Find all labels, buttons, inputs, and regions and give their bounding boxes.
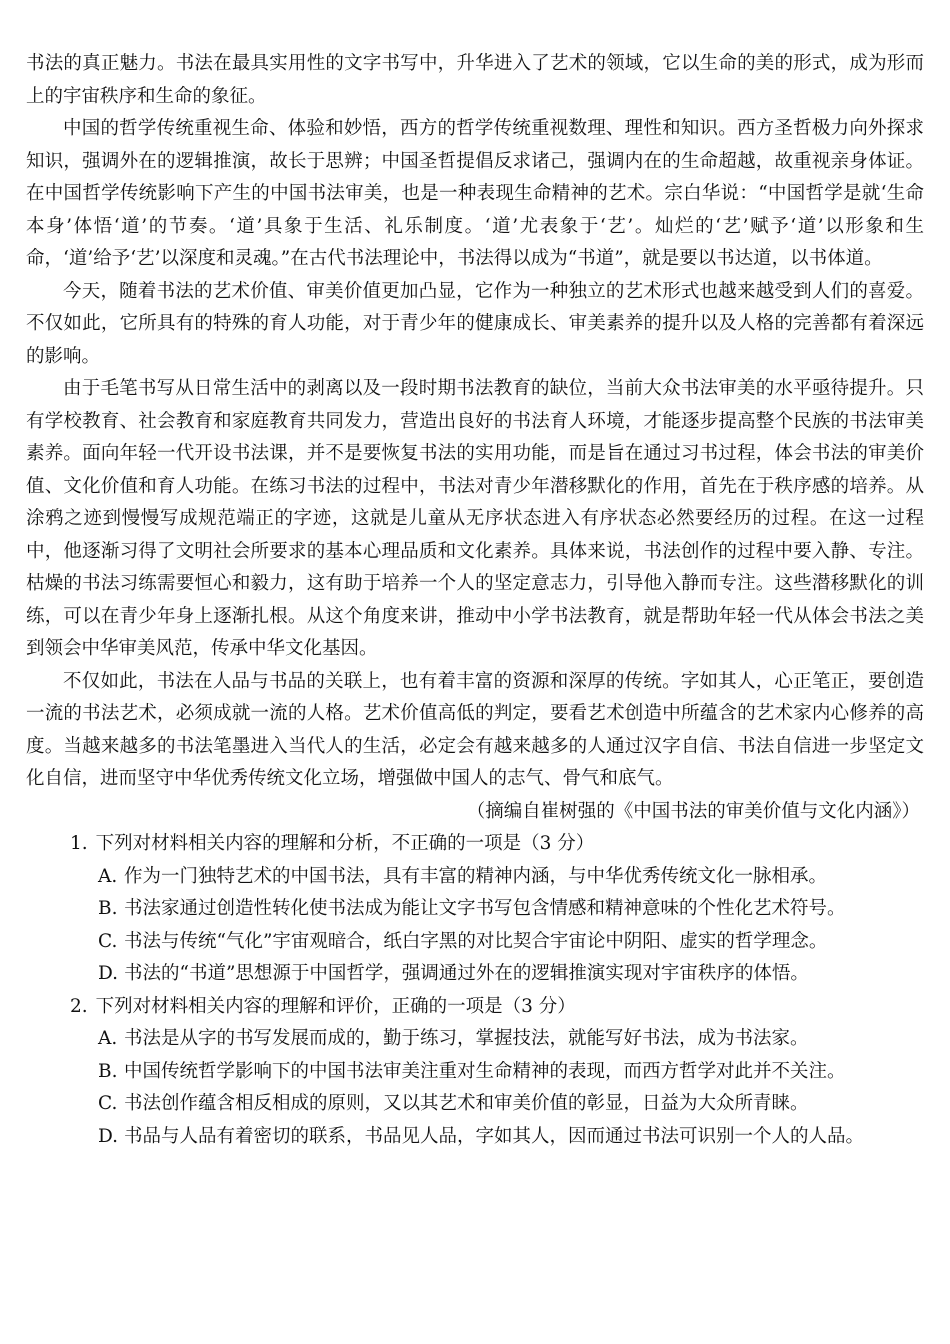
passage-paragraph-3: 今天，随着书法的艺术价值、审美价值更加凸显，它作为一种独立的艺术形式也越来越受到人们的喜爱。不仅如此，它所具有的特殊的育人功能，对于青少年的健康成长、审美素养的提升以及人格的完善都有着深远的影响。 [26,280,924,367]
question-stem [26,991,924,1024]
option-text: 书法与传统“气化”宇宙观暗合，纸白字黑的对比契合宇宙论中阴阳、虚实的哲学理念。 [124,930,828,952]
option-text: 书法创作蕴含相反相成的原则，又以其艺术和审美价值的彰显，日益为大众所青睐。 [124,1093,809,1114]
passage-paragraph-4: 由于毛笔书写从日常生活中的剥离以及一段时期书法教育的缺位，当前大众书法审美的水平亟待提升。只有学校教育、社会教育和家庭教育共同发力，营造出良好的书法育人环境，才能逐步提高整个民族的书法审美素养。面向年轻一代开设书法课，并不是要恢复书法的实用功能，而是旨在通过习书过程，体会书法的审美价值、文化价值和育人功能。在练习书法的过程中，书法对青少年潜移默化的作用，首先在于秩序感的培养。从涂鸦之迹到慢慢写成规范端正的字迹，这就是儿童从无序状态进入有序状态必然要经历的过程。在这一过程中，他逐渐习得了文明社会所要求的基本心理品质和文化素养。具体来说，书法创作的过程中要入静、专注。枯燥的书法习练需要恒心和毅力，这有助于培养一个人的坚定意志力，引导他入静而专注。这些潜移默化的训练，可以在青少年身上逐渐扎根。从这个角度来讲，推动中小学书法教育，就是帮助年轻一代从体会书法之美到领会中华审美风范，传承中华文化基因。 [26,378,924,659]
option-letter: B. [98,898,118,919]
option-text: 书法是从字的书写发展而成的，勤于练习，掌握技法，就能写好书法，成为书法家。 [124,1028,809,1049]
answer-option-b[interactable] [26,893,924,926]
option-text: 书法的“书道”思想源于中国哲学，强调通过外在的逻辑推演实现对宇宙秩序的体悟。 [124,963,809,984]
question-1 [26,828,924,991]
option-letter: B. [98,1060,118,1082]
question-number: 1. [70,833,88,854]
passage-source-citation: （摘编自崔树强的《中国书法的审美价值与文化内涵》） [466,800,920,822]
option-text: 书法家通过创造性转化使书法成为能让文字书写包含情感和精神意味的个性化艺术符号。 [124,898,846,919]
question-2 [26,991,924,1154]
answer-option-c[interactable] [26,1088,924,1121]
option-text: 中国传统哲学影响下的中国书法审美注重对生命精神的表现，而西方哲学对此并不关注。 [124,1060,846,1082]
option-text: 作为一门独特艺术的中国书法，具有丰富的精神内涵，与中华优秀传统文化一脉相承。 [124,865,828,887]
questions-section [26,828,924,1153]
answer-option-a[interactable] [26,1023,924,1056]
answer-option-a[interactable] [26,861,924,894]
passage-paragraph-5: 不仅如此，书法在人品与书品的关联上，也有着丰富的资源和深厚的传统。字如其人，心正笔正，要创造一流的书法艺术，必须成就一流的人格。艺术价值高低的判定，要看艺术创造中所蕴含的艺术家内心修养的高度。当越来越多的书法笔墨进入当代人的生活，必定会有越来越多的人通过汉字自信、书法自信进一步坚定文化自信，进而坚守中华优秀传统文化立场，增强做中国人的志气、骨气和底气。 [26,670,924,789]
question-text: 下列对材料相关内容的理解和评价，正确的一项是（3 分） [95,995,576,1017]
option-letter: A. [98,1028,118,1049]
option-letter: D. [98,1125,119,1147]
option-text: 书品与人品有着密切的联系，书品见人品，字如其人，因而通过书法可识别一个人的人品。 [124,1125,865,1147]
passage-paragraph-1: 书法的真正魅力。书法在最具实用性的文字书写中，升华进入了艺术的领域，它以生命的美的形式，成为形而上的宇宙秩序和生命的象征。 [26,53,924,107]
answer-option-c[interactable] [26,926,924,959]
option-letter: A. [98,865,118,887]
question-stem [26,828,924,861]
reading-passage [26,48,924,828]
question-text: 下列对材料相关内容的理解和分析，不正确的一项是（3 分） [95,833,595,854]
option-letter: C. [98,1093,118,1114]
option-letter: C. [98,930,118,952]
question-number: 2. [70,995,88,1017]
answer-option-d[interactable] [26,1121,924,1154]
option-letter: D. [98,963,119,984]
answer-option-d[interactable] [26,958,924,991]
passage-paragraph-2: 中国的哲学传统重视生命、体验和妙悟，西方的哲学传统重视数理、理性和知识。西方圣哲极力向外探求知识，强调外在的逻辑推演，故长于思辨；中国圣哲提倡反求诸己，强调内在的生命超越，故重视亲身体证。在中国哲学传统影响下产生的中国书法审美，也是一种表现生命精神的艺术。宗白华说：“中国哲学是就‘生命本身’体悟‘道’的节奏。‘道’具象于生活、礼乐制度。‘道’尤表象于‘艺’。灿烂的‘艺’赋予‘道’以形象和生命，‘道’给予‘艺’以深度和灵魂。”在古代书法理论中，书法得以成为“书道”，就是要以书达道，以书体道。 [26,118,924,269]
answer-option-b[interactable] [26,1056,924,1089]
